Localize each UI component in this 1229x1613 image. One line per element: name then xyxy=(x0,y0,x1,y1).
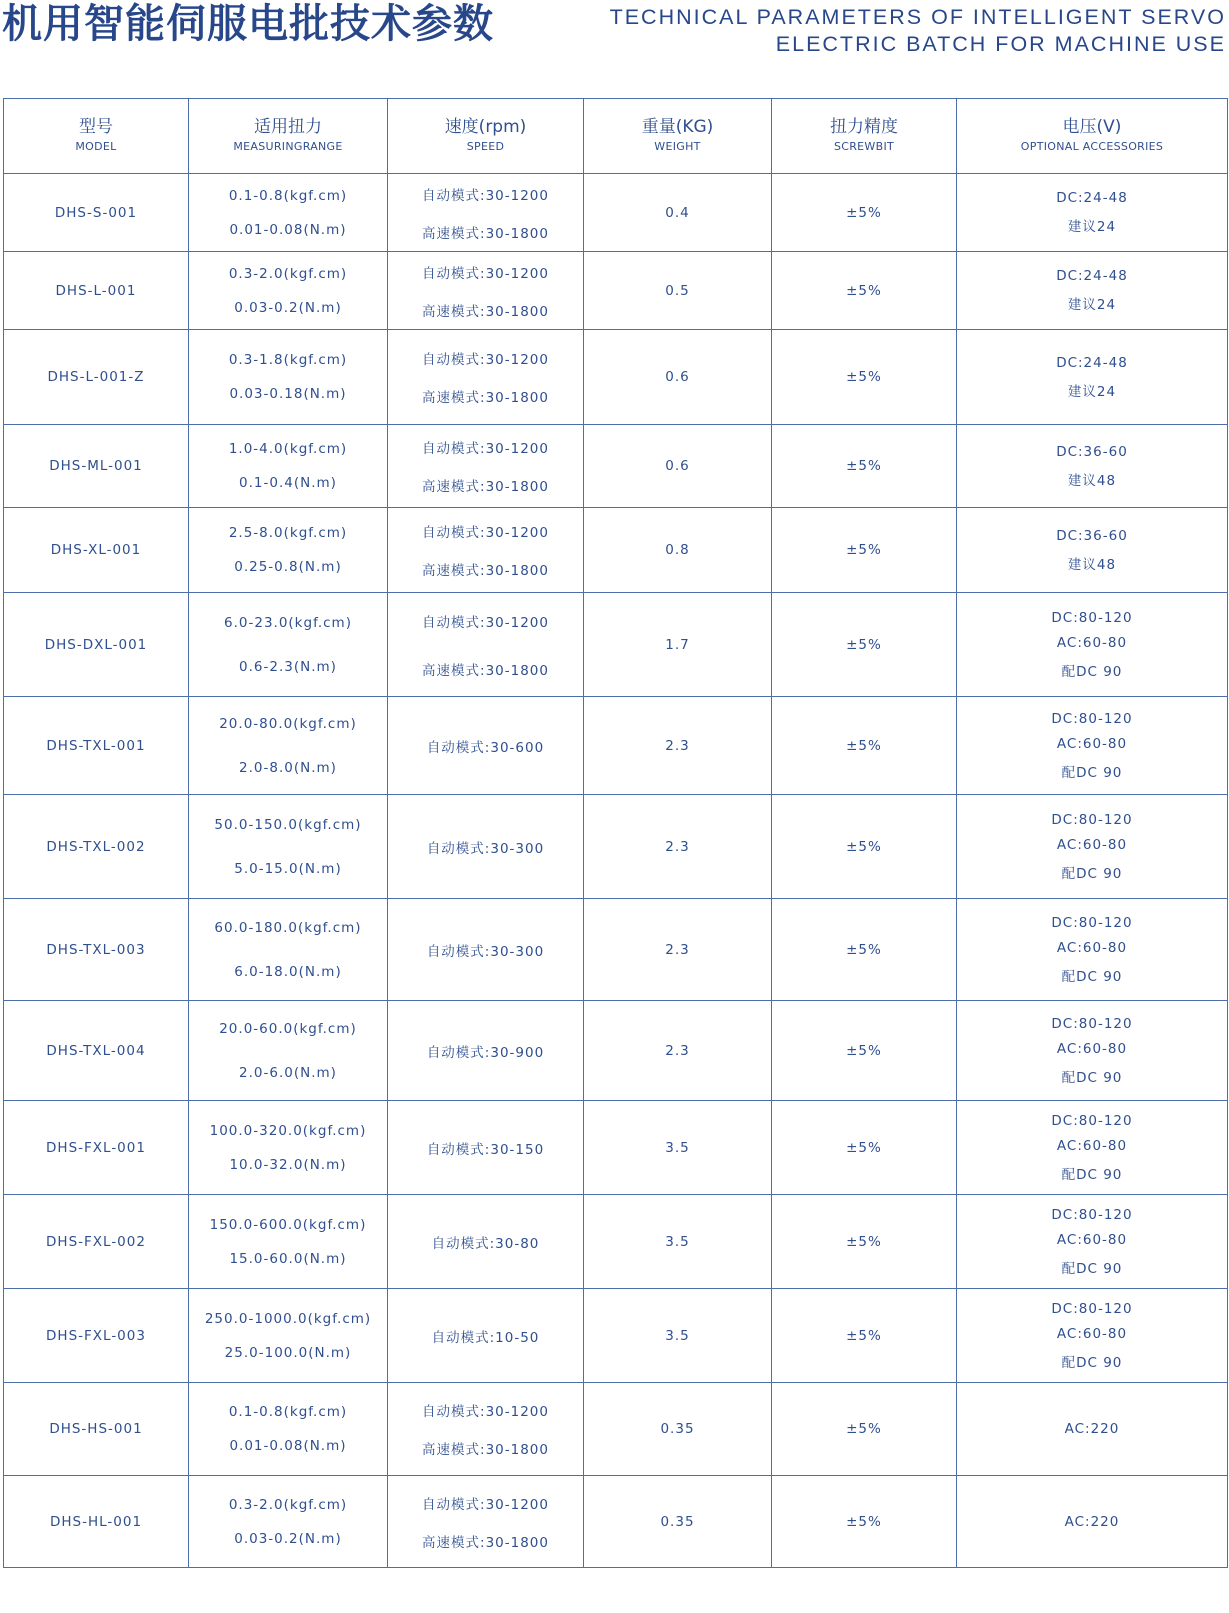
weight-cell: 2.3 xyxy=(584,899,772,1001)
header-voltage xyxy=(957,99,1228,174)
torque-cell xyxy=(189,330,388,425)
subtitle-line-1: TECHNICAL PARAMETERS OF INTELLIGENT SERVO xyxy=(609,5,1226,29)
precision-cell: ±5% xyxy=(772,425,957,508)
speed-cell-line: 高速模式:30-1800 xyxy=(422,662,549,679)
table-row xyxy=(4,697,1228,795)
torque-cell-line: 25.0-100.0(N.m) xyxy=(224,1344,352,1361)
torque-cell xyxy=(189,697,388,795)
model-cell: DHS-TXL-001 xyxy=(4,697,189,795)
speed-cell-line: 自动模式:10-50 xyxy=(431,1329,540,1346)
torque-cell-line: 20.0-80.0(kgf.cm) xyxy=(219,715,357,732)
torque-cell-line: 0.1-0.8(kgf.cm) xyxy=(228,1404,348,1420)
torque-cell-line: 2.0-6.0(N.m) xyxy=(239,1064,337,1081)
voltage-cell-line: 建议48 xyxy=(1067,472,1117,489)
speed-cell xyxy=(388,697,584,795)
table-row xyxy=(4,174,1228,252)
table-row xyxy=(4,1001,1228,1101)
torque-cell xyxy=(189,1195,388,1289)
speed-cell xyxy=(388,1195,584,1289)
header-precision xyxy=(772,99,957,174)
speed-cell xyxy=(388,425,584,508)
weight-cell: 0.4 xyxy=(584,174,772,252)
torque-cell xyxy=(189,795,388,899)
speed-cell-line: 高速模式:30-1800 xyxy=(422,303,549,320)
speed-cell xyxy=(388,899,584,1001)
precision-cell: ±5% xyxy=(772,1476,957,1568)
torque-cell xyxy=(189,425,388,508)
torque-cell-line: 0.3-2.0(kgf.cm) xyxy=(228,265,348,282)
voltage-cell-line: AC:60-80 xyxy=(1056,939,1128,956)
page-title: 机用智能伺服电批技术参数 xyxy=(2,1,494,47)
weight-cell: 0.35 xyxy=(584,1383,772,1476)
torque-cell-line: 0.01-0.08(N.m) xyxy=(229,221,347,238)
model-cell: DHS-L-001-Z xyxy=(4,330,189,425)
torque-cell-line: 250.0-1000.0(kgf.cm) xyxy=(204,1310,372,1327)
precision-cell: ±5% xyxy=(772,1101,957,1195)
voltage-cell-line: 配DC 90 xyxy=(1061,1069,1123,1086)
voltage-cell-line: AC:60-80 xyxy=(1056,1325,1128,1342)
speed-cell xyxy=(388,1101,584,1195)
voltage-cell xyxy=(957,508,1228,593)
voltage-cell xyxy=(957,1383,1228,1476)
weight-cell: 0.35 xyxy=(584,1476,772,1568)
header-voltage-en: OPTIONAL ACCESSORIES xyxy=(1020,140,1164,153)
precision-cell: ±5% xyxy=(772,593,957,697)
header-precision-cn: 扭力精度 xyxy=(830,117,898,137)
speed-cell-line: 自动模式:30-1200 xyxy=(422,1496,549,1513)
header-row xyxy=(4,99,1228,174)
model-cell: DHS-HS-001 xyxy=(4,1383,189,1476)
torque-cell-line: 2.0-8.0(N.m) xyxy=(239,759,337,776)
model-cell: DHS-S-001 xyxy=(4,174,189,252)
voltage-cell xyxy=(957,795,1228,899)
voltage-cell-line: 配DC 90 xyxy=(1061,764,1123,781)
voltage-cell xyxy=(957,252,1228,330)
speed-cell xyxy=(388,1383,584,1476)
torque-cell-line: 0.03-0.18(N.m) xyxy=(229,386,347,402)
page-subtitle xyxy=(610,4,1226,58)
voltage-cell-line: DC:80-120 xyxy=(1051,1015,1133,1032)
header-model-en: MODEL xyxy=(75,140,117,153)
precision-cell: ±5% xyxy=(772,1383,957,1476)
torque-cell xyxy=(189,899,388,1001)
weight-cell: 2.3 xyxy=(584,795,772,899)
model-cell: DHS-DXL-001 xyxy=(4,593,189,697)
header-speed xyxy=(388,99,584,174)
torque-cell xyxy=(189,174,388,252)
header-speed-cn: 速度(rpm) xyxy=(444,117,527,137)
torque-cell-line: 0.03-0.2(N.m) xyxy=(234,1530,342,1547)
voltage-cell xyxy=(957,1101,1228,1195)
table-row xyxy=(4,899,1228,1001)
speed-cell-line: 自动模式:30-1200 xyxy=(422,525,549,541)
voltage-cell-line: AC:60-80 xyxy=(1056,836,1128,853)
table-row xyxy=(4,795,1228,899)
speed-cell xyxy=(388,1289,584,1383)
speed-cell-line: 自动模式:30-1200 xyxy=(422,187,549,204)
weight-cell: 0.6 xyxy=(584,425,772,508)
model-cell: DHS-TXL-002 xyxy=(4,795,189,899)
voltage-cell-line: DC:80-120 xyxy=(1051,1112,1133,1129)
weight-cell: 3.5 xyxy=(584,1101,772,1195)
table-row xyxy=(4,1383,1228,1476)
speed-cell xyxy=(388,330,584,425)
precision-cell: ±5% xyxy=(772,795,957,899)
voltage-cell-line: 配DC 90 xyxy=(1061,1354,1123,1371)
weight-cell: 0.8 xyxy=(584,508,772,593)
model-cell: DHS-ML-001 xyxy=(4,425,189,508)
speed-cell xyxy=(388,1476,584,1568)
precision-cell: ±5% xyxy=(772,1001,957,1101)
voltage-cell-line: 建议24 xyxy=(1067,383,1117,400)
header-weight-cn: 重量(KG) xyxy=(641,117,714,137)
precision-cell: ±5% xyxy=(772,330,957,425)
voltage-cell-line: 建议24 xyxy=(1067,219,1117,235)
torque-cell-line: 15.0-60.0(N.m) xyxy=(229,1250,347,1267)
model-cell: DHS-TXL-003 xyxy=(4,899,189,1001)
voltage-cell-line: AC:60-80 xyxy=(1056,1137,1128,1154)
voltage-cell-line: DC:80-120 xyxy=(1051,710,1133,727)
torque-cell-line: 150.0-600.0(kgf.cm) xyxy=(209,1216,367,1233)
precision-cell: ±5% xyxy=(772,508,957,593)
model-cell: DHS-FXL-002 xyxy=(4,1195,189,1289)
voltage-cell-line: DC:80-120 xyxy=(1051,1206,1133,1223)
weight-cell: 3.5 xyxy=(584,1195,772,1289)
speed-cell xyxy=(388,508,584,593)
weight-cell: 3.5 xyxy=(584,1289,772,1383)
header-torque-en: MEASURINGRANGE xyxy=(233,140,343,153)
voltage-cell xyxy=(957,1289,1228,1383)
speed-cell xyxy=(388,795,584,899)
weight-cell: 0.5 xyxy=(584,252,772,330)
voltage-cell-line: DC:80-120 xyxy=(1051,811,1133,828)
voltage-cell-line: 建议48 xyxy=(1067,556,1117,573)
header-torque xyxy=(189,99,388,174)
voltage-cell-line: 配DC 90 xyxy=(1061,1166,1123,1183)
torque-cell-line: 100.0-320.0(kgf.cm) xyxy=(209,1122,367,1139)
torque-cell-line: 0.03-0.2(N.m) xyxy=(234,299,342,316)
table-row xyxy=(4,330,1228,425)
torque-cell-line: 20.0-60.0(kgf.cm) xyxy=(219,1020,357,1037)
voltage-cell xyxy=(957,1195,1228,1289)
voltage-cell-line: AC:220 xyxy=(1064,1513,1120,1530)
torque-cell xyxy=(189,508,388,593)
speed-cell-line: 高速模式:30-1800 xyxy=(422,390,549,406)
voltage-cell-line: 建议24 xyxy=(1067,297,1117,313)
torque-cell-line: 0.6-2.3(N.m) xyxy=(239,658,337,675)
voltage-cell xyxy=(957,899,1228,1001)
header-weight xyxy=(584,99,772,174)
table-row xyxy=(4,1101,1228,1195)
speed-cell-line: 自动模式:30-1200 xyxy=(422,265,549,282)
speed-cell xyxy=(388,1001,584,1101)
precision-cell: ±5% xyxy=(772,899,957,1001)
precision-cell: ±5% xyxy=(772,174,957,252)
torque-cell-line: 50.0-150.0(kgf.cm) xyxy=(214,816,362,833)
speed-cell-line: 高速模式:30-1800 xyxy=(422,1534,549,1551)
table-row xyxy=(4,1195,1228,1289)
voltage-cell xyxy=(957,425,1228,508)
torque-cell-line: 6.0-18.0(N.m) xyxy=(234,963,342,980)
speed-cell-line: 自动模式:30-1200 xyxy=(422,1404,549,1420)
table-row xyxy=(4,508,1228,593)
voltage-cell-line: 配DC 90 xyxy=(1061,1260,1123,1277)
voltage-cell xyxy=(957,174,1228,252)
torque-cell-line: 0.1-0.8(kgf.cm) xyxy=(228,187,348,204)
voltage-cell-line: AC:60-80 xyxy=(1056,634,1128,651)
voltage-cell xyxy=(957,697,1228,795)
spec-table xyxy=(3,98,1228,1568)
header-precision-en: SCREWBIT xyxy=(833,140,895,153)
table-row xyxy=(4,1476,1228,1568)
voltage-cell xyxy=(957,1001,1228,1101)
torque-cell-line: 5.0-15.0(N.m) xyxy=(234,860,342,877)
speed-cell-line: 高速模式:30-1800 xyxy=(422,1442,549,1458)
voltage-cell-line: DC:80-120 xyxy=(1051,609,1133,626)
speed-cell xyxy=(388,174,584,252)
weight-cell: 1.7 xyxy=(584,593,772,697)
voltage-cell-line: 配DC 90 xyxy=(1061,865,1123,882)
torque-cell xyxy=(189,252,388,330)
voltage-cell-line: 配DC 90 xyxy=(1061,968,1123,985)
model-cell: DHS-FXL-001 xyxy=(4,1101,189,1195)
torque-cell-line: 0.01-0.08(N.m) xyxy=(229,1438,347,1454)
speed-cell-line: 自动模式:30-1200 xyxy=(422,352,549,368)
speed-cell xyxy=(388,593,584,697)
voltage-cell-line: AC:60-80 xyxy=(1056,1040,1128,1057)
voltage-cell-line: DC:24-48 xyxy=(1056,190,1128,206)
header-voltage-cn: 电压(V) xyxy=(1062,117,1122,137)
precision-cell: ±5% xyxy=(772,1289,957,1383)
speed-cell-line: 自动模式:30-300 xyxy=(426,943,545,960)
precision-cell: ±5% xyxy=(772,1195,957,1289)
header-model-cn: 型号 xyxy=(79,117,113,137)
speed-cell-line: 自动模式:30-80 xyxy=(431,1235,540,1252)
speed-cell-line: 高速模式:30-1800 xyxy=(422,225,549,242)
speed-cell-line: 自动模式:30-900 xyxy=(426,1044,545,1061)
table-row xyxy=(4,252,1228,330)
torque-cell-line: 6.0-23.0(kgf.cm) xyxy=(224,614,352,631)
precision-cell: ±5% xyxy=(772,697,957,795)
model-cell: DHS-FXL-003 xyxy=(4,1289,189,1383)
speed-cell-line: 高速模式:30-1800 xyxy=(422,479,549,495)
header-model xyxy=(4,99,189,174)
voltage-cell-line: AC:60-80 xyxy=(1056,735,1128,752)
torque-cell xyxy=(189,1383,388,1476)
torque-cell-line: 2.5-8.0(kgf.cm) xyxy=(228,525,348,541)
speed-cell-line: 自动模式:30-150 xyxy=(426,1141,545,1158)
voltage-cell-line: DC:24-48 xyxy=(1056,268,1128,284)
torque-cell xyxy=(189,1476,388,1568)
voltage-cell-line: DC:80-120 xyxy=(1051,1300,1133,1317)
speed-cell-line: 自动模式:30-600 xyxy=(426,739,545,756)
subtitle-line-2: ELECTRIC BATCH FOR MACHINE USE xyxy=(775,32,1226,56)
model-cell: DHS-HL-001 xyxy=(4,1476,189,1568)
table-row xyxy=(4,425,1228,508)
voltage-cell xyxy=(957,330,1228,425)
voltage-cell-line: AC:220 xyxy=(1064,1421,1120,1437)
torque-cell-line: 0.3-2.0(kgf.cm) xyxy=(228,1496,348,1513)
header-torque-cn: 适用扭力 xyxy=(254,117,322,137)
voltage-cell xyxy=(957,593,1228,697)
speed-cell-line: 自动模式:30-300 xyxy=(426,840,545,857)
torque-cell xyxy=(189,1101,388,1195)
torque-cell-line: 0.3-1.8(kgf.cm) xyxy=(228,352,348,368)
torque-cell xyxy=(189,1289,388,1383)
voltage-cell-line: DC:36-60 xyxy=(1056,443,1128,460)
table-row xyxy=(4,1289,1228,1383)
torque-cell-line: 0.1-0.4(N.m) xyxy=(239,475,337,491)
voltage-cell xyxy=(957,1476,1228,1568)
speed-cell xyxy=(388,252,584,330)
model-cell: DHS-TXL-004 xyxy=(4,1001,189,1101)
voltage-cell-line: DC:36-60 xyxy=(1056,527,1128,544)
model-cell: DHS-XL-001 xyxy=(4,508,189,593)
table-body xyxy=(4,174,1228,1568)
voltage-cell-line: DC:24-48 xyxy=(1056,354,1128,371)
torque-cell xyxy=(189,593,388,697)
table-row xyxy=(4,593,1228,697)
torque-cell-line: 10.0-32.0(N.m) xyxy=(229,1156,347,1173)
voltage-cell-line: 配DC 90 xyxy=(1061,663,1123,680)
speed-cell-line: 高速模式:30-1800 xyxy=(422,563,549,579)
header-speed-en: SPEED xyxy=(466,140,505,153)
speed-cell-line: 自动模式:30-1200 xyxy=(422,614,549,631)
speed-cell-line: 自动模式:30-1200 xyxy=(422,441,549,457)
torque-cell-line: 1.0-4.0(kgf.cm) xyxy=(228,441,348,457)
precision-cell: ±5% xyxy=(772,252,957,330)
torque-cell xyxy=(189,1001,388,1101)
torque-cell-line: 0.25-0.8(N.m) xyxy=(234,559,342,575)
model-cell: DHS-L-001 xyxy=(4,252,189,330)
voltage-cell-line: AC:60-80 xyxy=(1056,1231,1128,1248)
weight-cell: 2.3 xyxy=(584,1001,772,1101)
header-weight-en: WEIGHT xyxy=(654,140,701,153)
weight-cell: 0.6 xyxy=(584,330,772,425)
voltage-cell-line: DC:80-120 xyxy=(1051,914,1133,931)
torque-cell-line: 60.0-180.0(kgf.cm) xyxy=(214,919,362,936)
weight-cell: 2.3 xyxy=(584,697,772,795)
